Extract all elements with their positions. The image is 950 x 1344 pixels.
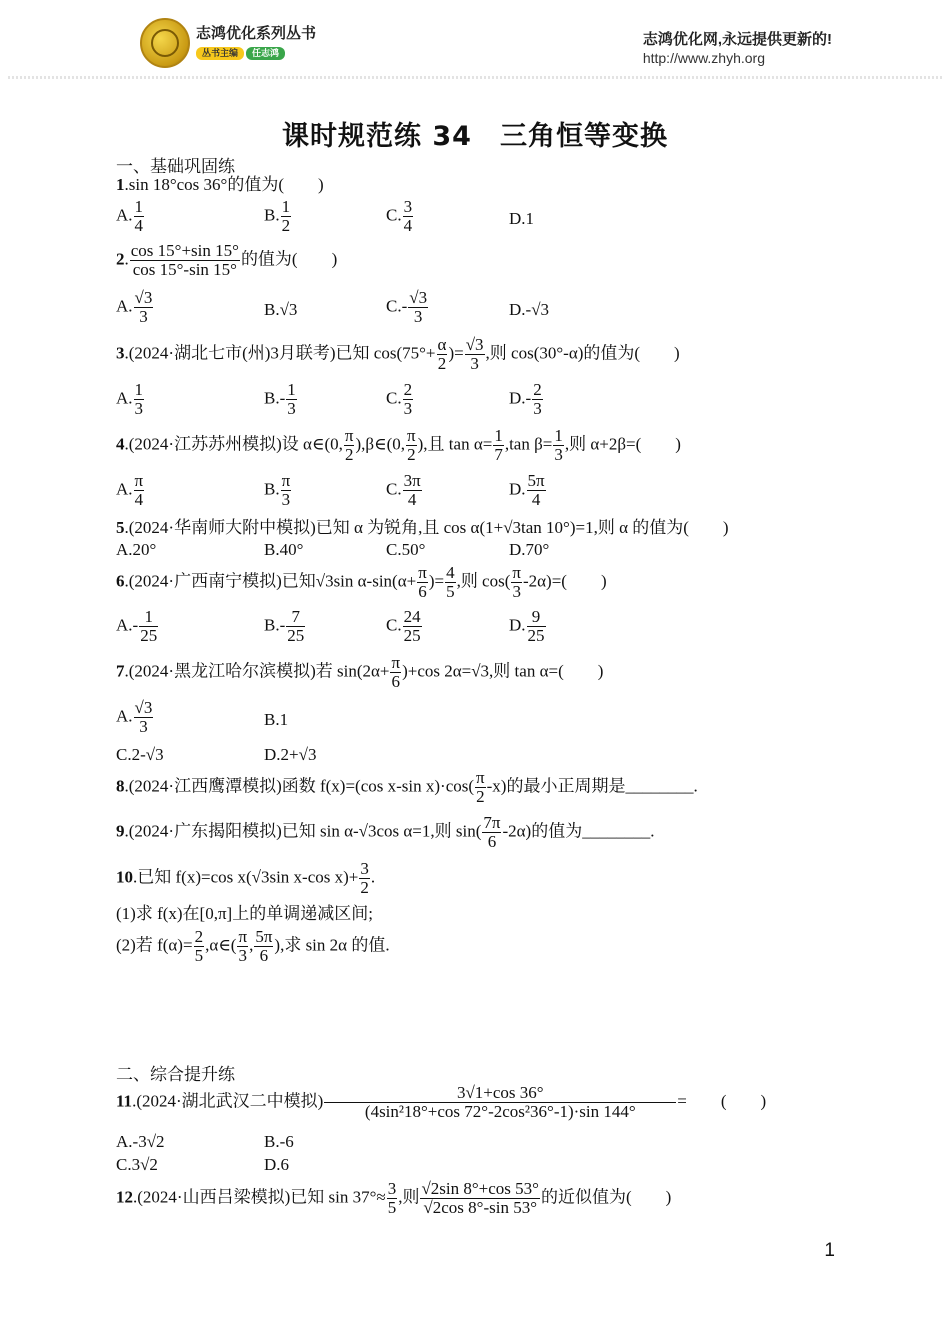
editor-badge [196,47,285,60]
page-number: 1 [824,1240,835,1261]
q2-option-c: C.- $\frac{√3}{3}$ [386,288,428,326]
question-8: 8.(2024·江西鹰潭模拟)函数 f(x)=(cos x-sin x)·cos( $\frac{\pi}{2}$ -x)的最小正周期是________. [116,768,698,806]
q5-option-d: D.70° [509,540,550,559]
site-url[interactable]: http://www.zhyh.org [642,50,765,66]
q10-part-2: (2)若 f(α)= $\frac{2}{5}$ ,α∈( $\frac{\pi}{3}$ , $\frac{5\pi}{6}$ ),求 sin 2α 的值. [116,927,390,965]
editor-label: 丛书主编 [196,47,244,60]
question-9: 9.(2024·广东揭阳模拟)已知 sin α-√3cos α=1,则 sin( $\frac{7\pi}{6}$ -2α)的值为________. [116,813,655,851]
question-11: 11.(2024·湖北武汉二中模拟) $\frac{3√1+\cos 36^\circ}{\text{(4sin²18°+cos 72°-2cos²36°-1)·sin 144°}}$ = ( ) [116,1083,767,1121]
q7-option-a: A. $\frac{√3}{3}$ [116,698,153,736]
q10-part-1: (1)求 f(x)在[0,π]上的单调递减区间; [116,904,373,923]
editor-name: 任志鸿 [246,47,285,60]
question-7: 7.(2024·黑龙江哈尔滨模拟)若 sin(2α+ $\frac{\pi}{6}$ )+cos 2α=√3,则 tan α=( ) [116,653,604,691]
question-3: 3.(2024·湖北七市(州)3月联考)已知 cos(75°+ $\frac{\alpha}{2}$ )= $\frac{√3}{3}$ ,则 cos(30°-α)的值为( ) [116,335,680,373]
q6-option-d: D. $\frac{9}{25}$ [509,607,545,645]
q7-option-d: D.2+√3 [264,745,317,764]
q4-option-b: B. $\frac{\pi}{3}$ [264,471,291,509]
header-site [643,28,832,66]
q3-option-c: C. $\frac{2}{3}$ [386,380,413,418]
q4-option-a: A. $\frac{\pi}{4}$ [116,471,144,509]
q6-option-c: C. $\frac{24}{25}$ [386,607,421,645]
q6-option-b: B.- $\frac{7}{25}$ [264,607,305,645]
q11-option-a: A.-3√2 [116,1132,165,1151]
q3-option-b: B.- $\frac{1}{3}$ [264,380,296,418]
question-5: 5.(2024·华南师大附中模拟)已知 α 为锐角,且 cos α(1+√3tan 10°)=1,则 α 的值为( ) [116,518,729,537]
site-slogan: 志鸿优化网,永远提供更新的! [642,31,832,48]
question-10: 10.已知 f(x)=cos x(√3sin x-cos x)+ $\frac{3}{2}$ . [116,859,376,897]
question-6: 6.(2024·广西南宁模拟)已知√3sin α-sin(α+ $\frac{\pi}{6}$ )= $\frac{4}{5}$ ,则 cos( $\frac{\pi}{3}$ -2α)=( ) [116,563,607,601]
q11-option-b: B.-6 [264,1132,294,1151]
q1-option-d: D.1 [509,209,535,228]
section-basic: 一、基础巩固练 [116,157,235,176]
q7-option-c: C.2-√3 [116,745,164,764]
q2-option-a: A. $\frac{√3}{3}$ [116,288,153,326]
q5-option-a: A.20° [116,540,157,559]
q2-option-b: B.√3 [264,300,298,319]
q7-option-b: B.1 [264,710,289,729]
q2-option-d: D.-√3 [509,300,550,319]
q3-option-a: A. $\frac{1}{3}$ [116,380,144,418]
page-title: 课时规范练 34 三角恒等变换 [282,121,668,152]
q1-option-a: A. $\frac{1}{4}$ [116,197,144,235]
series-name: 志鸿优化系列丛书 [196,25,317,42]
q6-option-a: A.- $\frac{1}{25}$ [116,607,158,645]
section-advanced: 二、综合提升练 [116,1065,235,1084]
q4-option-d: D. $\frac{5\pi}{4}$ [509,471,545,509]
question-1: 1.sin 18°cos 36°的值为( ) [116,175,324,194]
question-2: 2. $\frac{\cos 15^\circ+\sin 15^\circ}{\cos 15^\circ-\sin 15^\circ}$ 的值为( ) [116,241,338,279]
q11-option-d: D.6 [264,1155,290,1174]
q11-option-c: C.3√2 [116,1155,158,1174]
q5-option-b: B.40° [264,540,304,559]
q4-option-c: C. $\frac{3\pi}{4}$ [386,471,421,509]
question-12: 12.(2024·山西吕梁模拟)已知 sin 37°≈ $\frac{3}{5}$ ,则 $\frac{√2\sin 8^\circ+\cos 53^\circ}{√2\cos 8^\circ-\sin 53^\circ}$ 的近似值为( ) [116,1179,672,1217]
q1-option-c: C. $\frac{3}{4}$ [386,197,413,235]
question-4: 4.(2024·江苏苏州模拟)设 α∈(0, $\frac{\pi}{2}$ ),β∈(0, $\frac{\pi}{2}$ ),且 tan α= $\frac{1}{7}$ ,tan β= $\frac{1}{3}$ ,则 α+2β=( ) [116,426,681,464]
q3-option-d: D.- $\frac{2}{3}$ [509,380,542,418]
header-divider [8,76,942,79]
q5-option-c: C.50° [386,540,426,559]
q1-option-b: B. $\frac{1}{2}$ [264,197,291,235]
brand-logo-icon [140,18,190,68]
